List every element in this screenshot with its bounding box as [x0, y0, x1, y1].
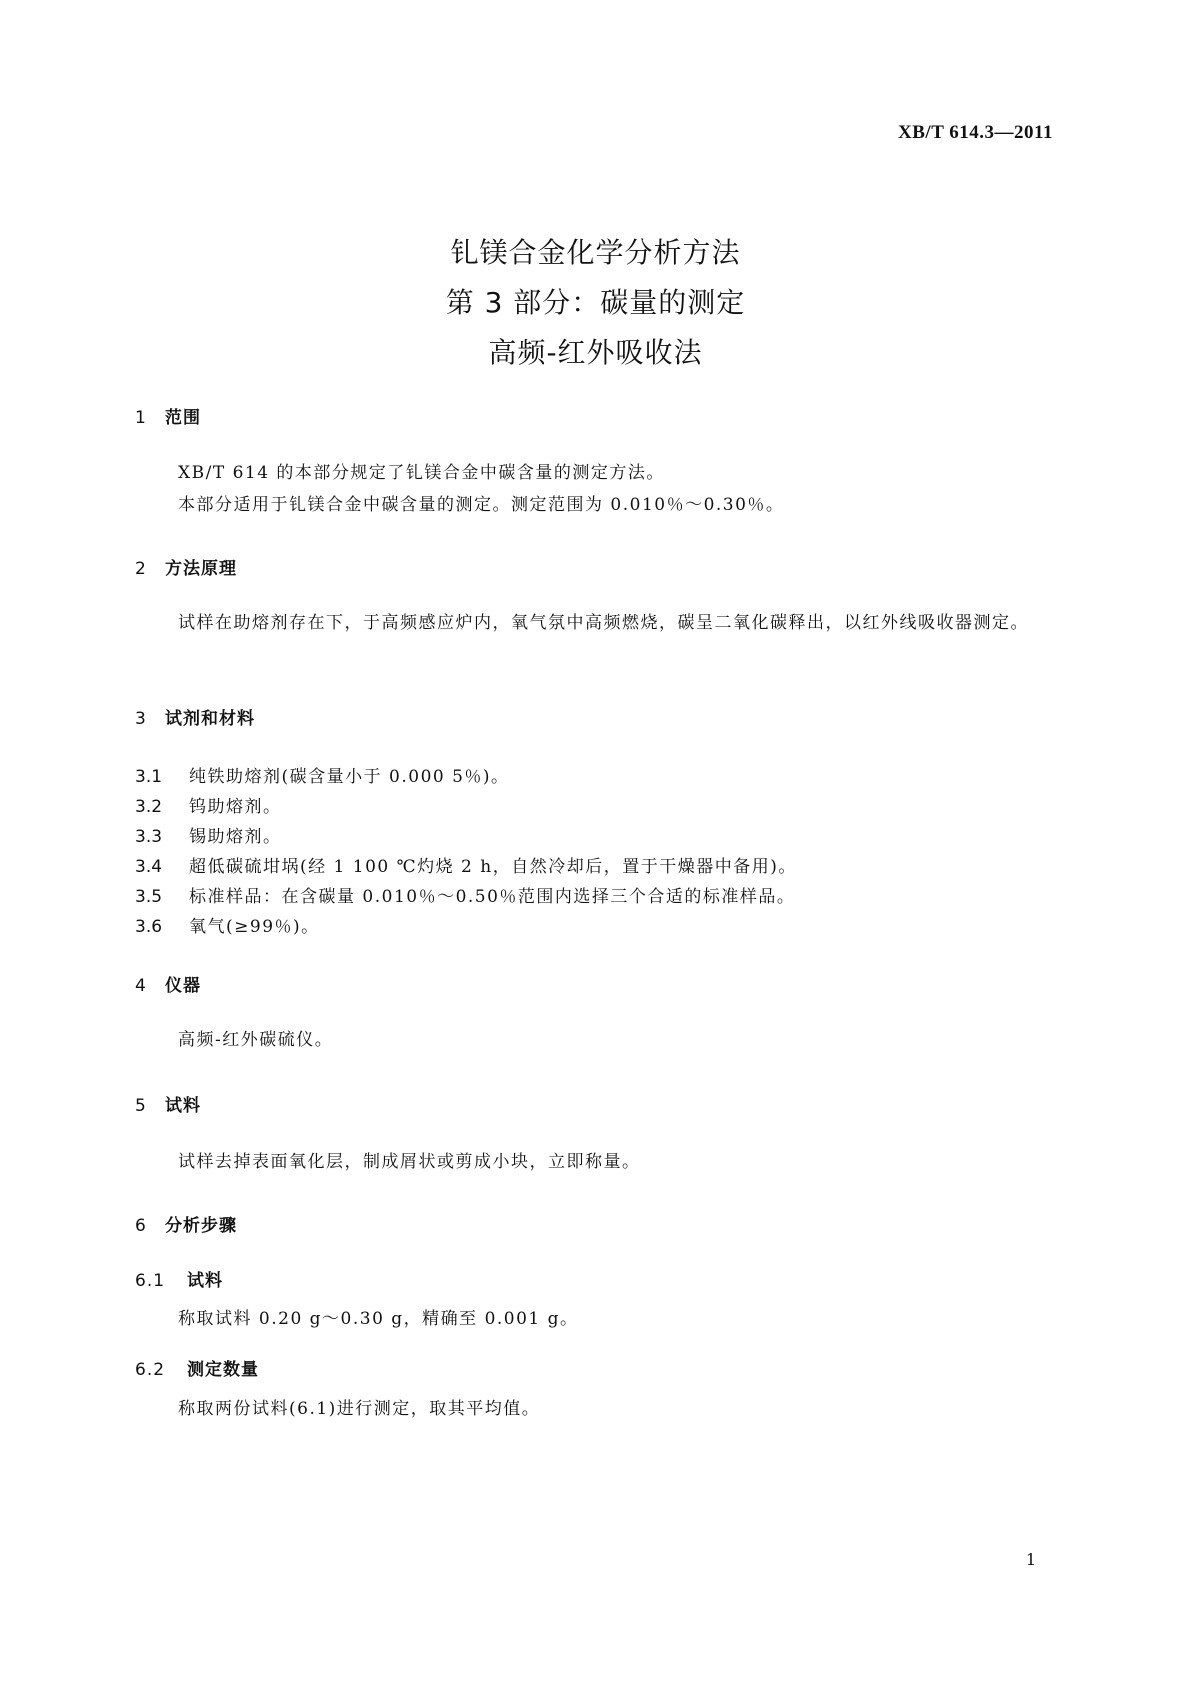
section-3-heading	[135, 704, 255, 729]
subsection-6-1-paragraph: 称取试料 0.20 g～0.30 g，精确至 0.001 g。	[178, 1309, 579, 1329]
section-1-paragraph-2: 本部分适用于钆镁合金中碳含量的测定。测定范围为 0.010％～0.30％。	[178, 495, 785, 515]
subsection-number: 6.1	[135, 1271, 166, 1291]
list-item: 3.4 超低碳硫坩埚(经 1 100 ℃灼烧 2 h，自然冷却后，置于干燥器中备用)。	[135, 857, 797, 877]
section-2-paragraph-1: 试样在助熔剂存在下，于高频感应炉内，氧气氛中高频燃烧，碳呈二氧化碳释出，以红外线吸收器测定。	[178, 613, 1029, 633]
section-title: 方法原理	[165, 559, 237, 579]
subsection-6-2-paragraph: 称取两份试料(6.1)进行测定，取其平均值。	[178, 1399, 541, 1419]
list-item: 3.1 纯铁助熔剂(碳含量小于 0.000 5％)。	[135, 767, 510, 787]
section-title: 仪器	[165, 976, 201, 996]
subsection-6-1-heading	[135, 1266, 223, 1291]
subsection-6-2-heading	[135, 1355, 259, 1380]
title-line-3: 高频-红外吸收法	[488, 336, 703, 369]
subsection-title: 试料	[187, 1271, 223, 1291]
list-item: 3.5 标准样品：在含碳量 0.010％～0.50％范围内选择三个合适的标准样品。	[135, 887, 796, 907]
section-number: 4	[135, 976, 147, 996]
section-4-paragraph-1: 高频-红外碳硫仪。	[178, 1030, 334, 1050]
section-title: 试剂和材料	[165, 709, 255, 729]
list-item: 3.6 氧气(≥99％)。	[135, 917, 320, 937]
section-5-paragraph-1: 试样去掉表面氧化层，制成屑状或剪成小块，立即称量。	[178, 1152, 641, 1172]
title-line-1: 钆镁合金化学分析方法	[450, 236, 741, 269]
section-number: 1	[135, 408, 147, 428]
section-2-heading	[135, 554, 237, 579]
section-1-paragraph-1: XB/T 614 的本部分规定了钆镁合金中碳含量的测定方法。	[178, 463, 665, 483]
section-title: 范围	[165, 408, 201, 428]
section-number: 3	[135, 709, 147, 729]
title-line-2: 第 3 部分：碳量的测定	[445, 286, 746, 319]
page-number: 1	[1025, 1550, 1036, 1569]
list-item: 3.3 锡助熔剂。	[135, 827, 282, 847]
section-number: 2	[135, 559, 147, 579]
section-6-heading	[135, 1211, 237, 1236]
document-title	[0, 228, 1191, 378]
section-4-heading	[135, 971, 201, 996]
subsection-number: 6.2	[135, 1360, 166, 1380]
subsection-title: 测定数量	[187, 1360, 259, 1380]
section-title: 试料	[165, 1096, 201, 1116]
section-number: 6	[135, 1216, 147, 1236]
section-5-heading	[135, 1091, 201, 1116]
list-item: 3.2 钨助熔剂。	[135, 797, 282, 817]
section-1-heading	[135, 403, 201, 428]
standard-code: XB/T 614.3—2011	[898, 122, 1053, 143]
section-title: 分析步骤	[165, 1216, 237, 1236]
section-number: 5	[135, 1096, 147, 1116]
